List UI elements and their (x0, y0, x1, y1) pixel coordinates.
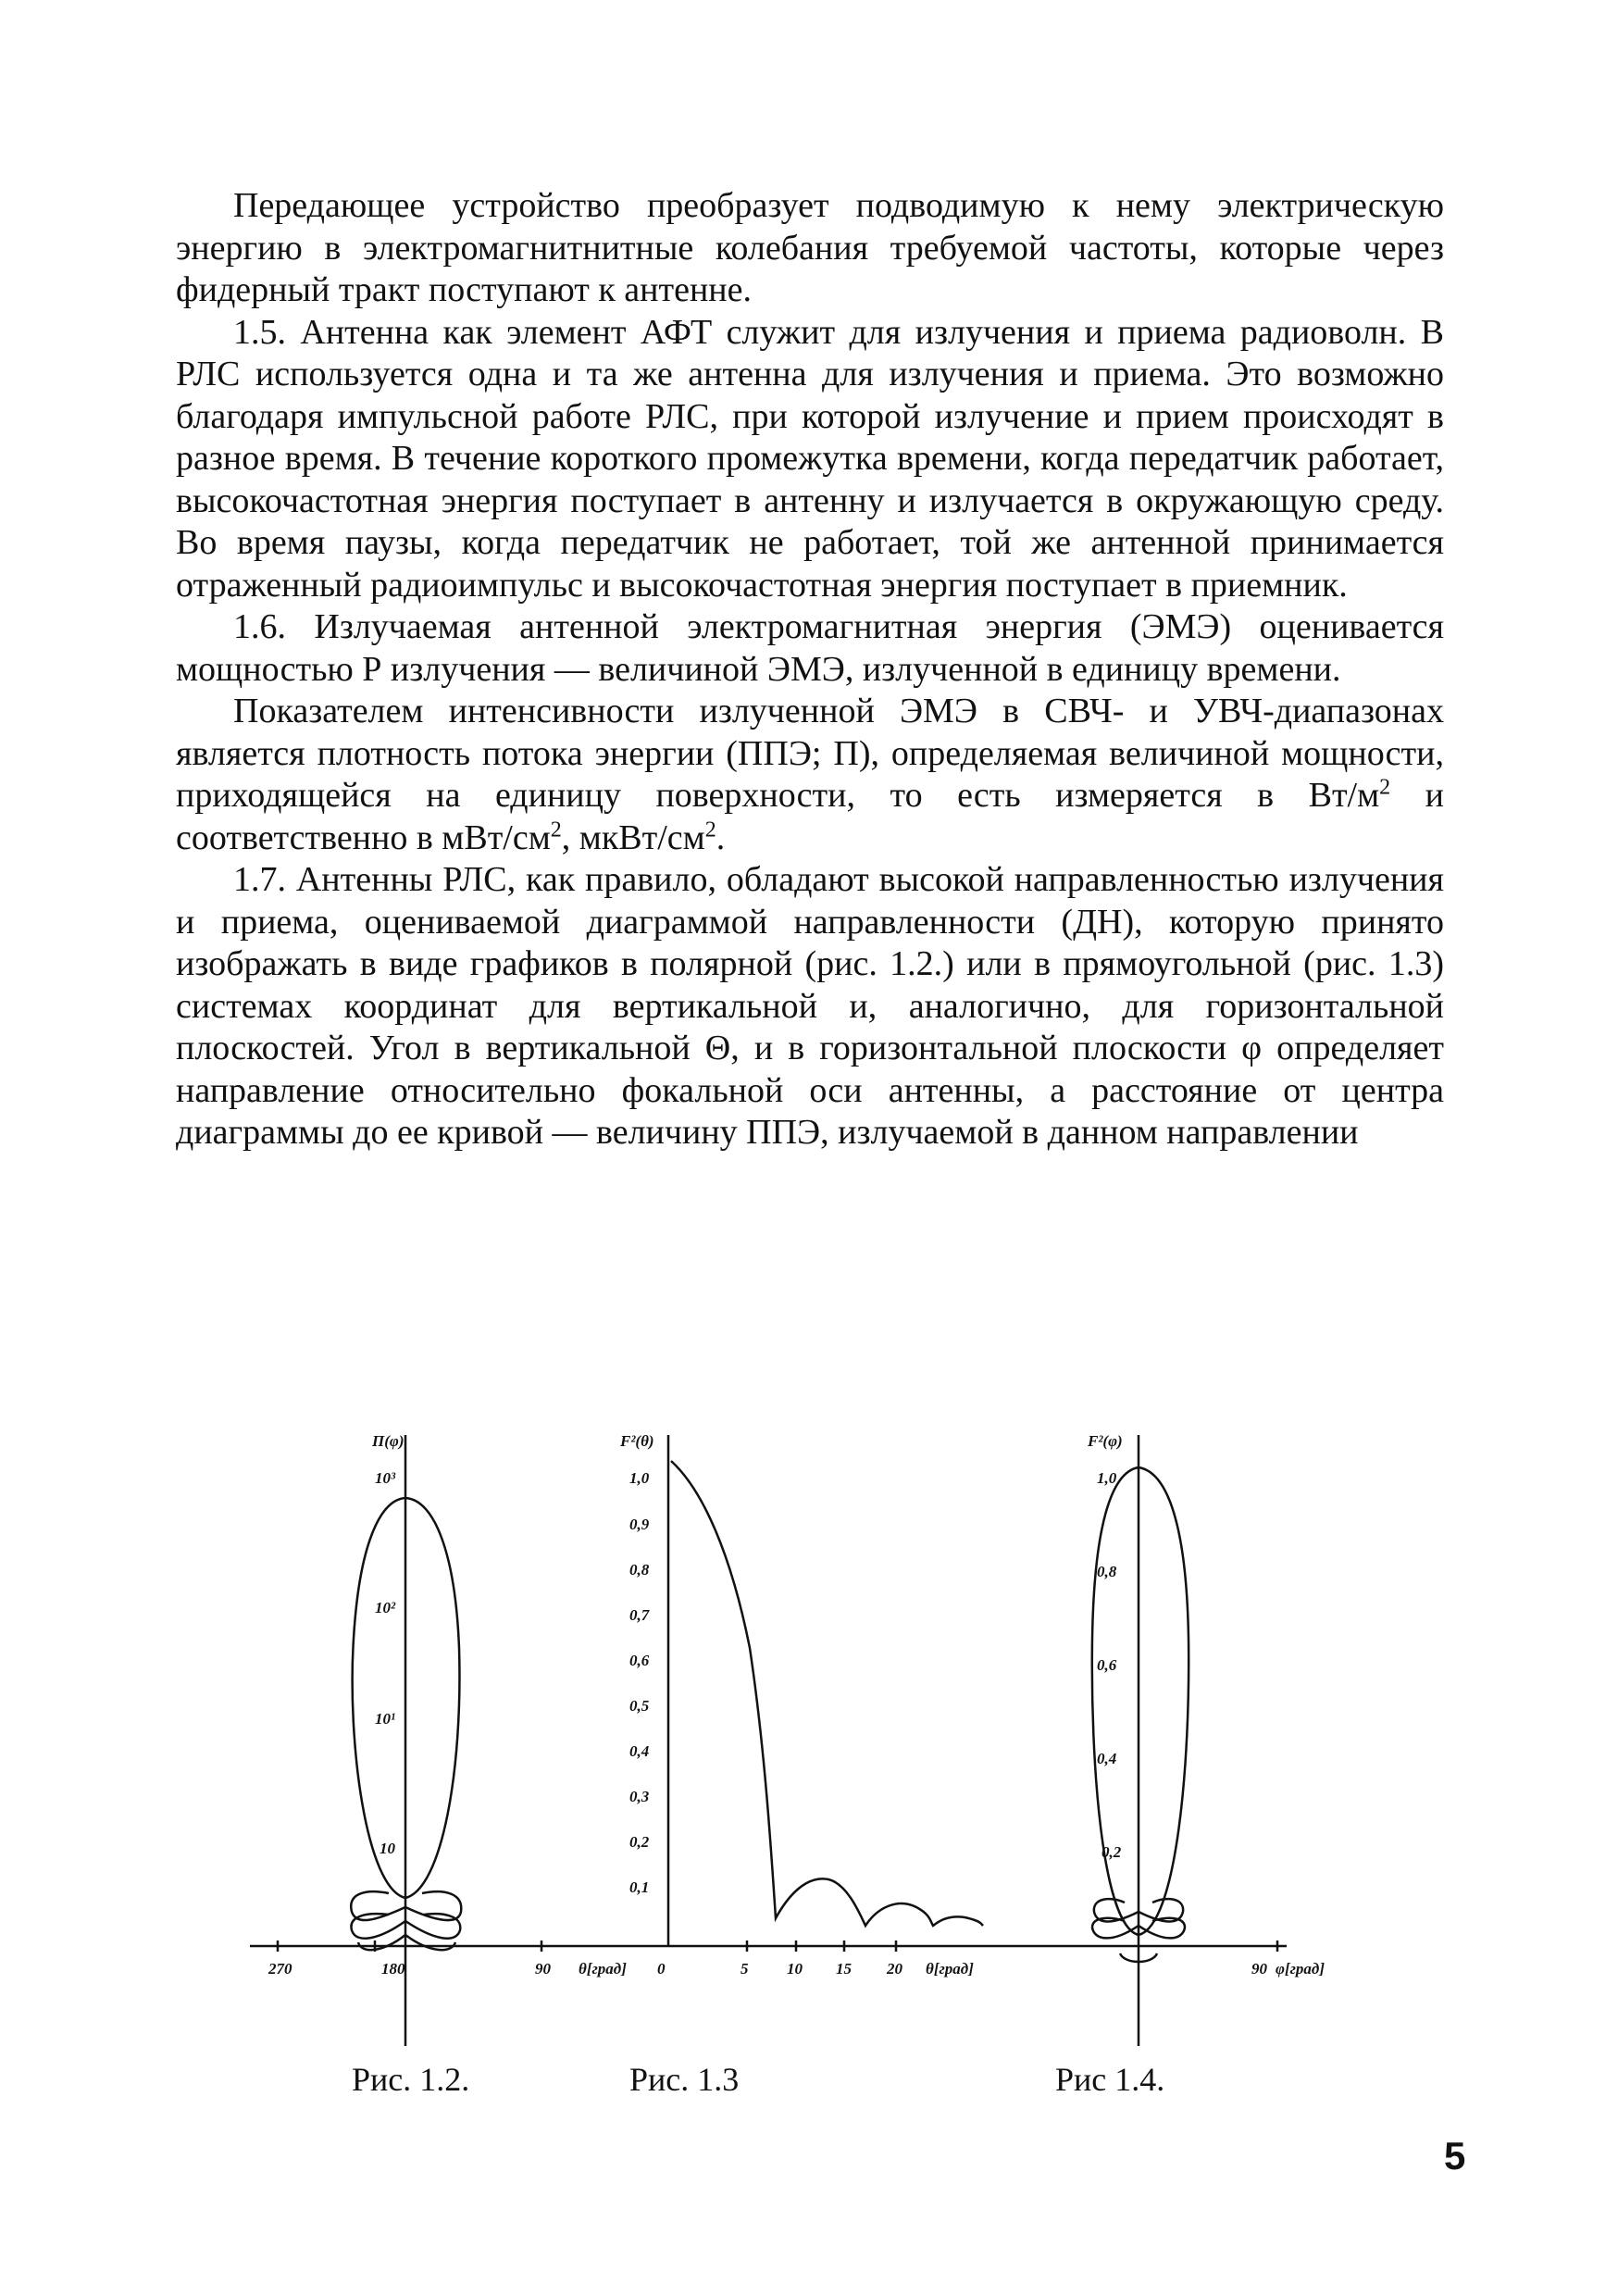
fig2-ytick: 10² (375, 1599, 396, 1616)
fig2-xtick: 90 (535, 1960, 551, 1978)
superscript: 2 (550, 817, 562, 842)
units-text-end: . (716, 817, 726, 857)
fig4-ytick: 0,2 (1101, 1843, 1122, 1861)
fig2-ytick: 10 (380, 1840, 395, 1857)
fig3-ytick: 0,1 (629, 1878, 650, 1896)
fig4-ytick: 0,4 (1097, 1750, 1117, 1767)
fig3-ytick: 0,7 (629, 1606, 650, 1624)
caption-fig-1-2: Рис. 1.2. (352, 2061, 470, 2098)
paragraph-transmitter: Передающее устройство преобразует подводимую к нему электрическую энергию в электромагнитнитные колебания требуемой частоты, которые через фидерный тракт поступают к антенне. (176, 186, 1444, 309)
fig2-xtick: 180 (381, 1960, 405, 1978)
page-number: 5 (1444, 2134, 1466, 2177)
superscript: 2 (1379, 775, 1391, 800)
fig4-ytick: 0,6 (1097, 1656, 1117, 1674)
fig2-ytick: 10³ (375, 1469, 396, 1487)
fig3-xtick: 15 (836, 1960, 852, 1978)
fig3-ytick: 1,0 (629, 1469, 650, 1487)
caption-fig-1-3: Рис. 1.3 (629, 2061, 740, 2098)
fig2-xlabel: θ[град] (579, 1960, 627, 1978)
fig4-xlabel: φ[град] (1276, 1960, 1325, 1978)
fig4-ytick: 1,0 (1097, 1469, 1117, 1487)
figures-svg (0, 1407, 1618, 2092)
fig2-side-lobe (405, 1935, 455, 1950)
caption-fig-1-4: Рис 1.4. (1055, 2061, 1165, 2098)
fig4-main-lobe (1092, 1467, 1189, 1935)
fig3-xtick: 0 (657, 1960, 666, 1978)
fig3-pattern-curve (671, 1461, 983, 1926)
units-text-1: Показателем интенсивности излученной ЭМЭ в СВЧ- и УВЧ-диапазонах является плотность потока энергии (ППЭ; П), определяемая величиной мощности, приходящейся на единицу поверхности, то есть измеряется в Вт/м (176, 692, 1444, 815)
fig2-ytick: 10¹ (375, 1710, 396, 1728)
paragraph-intensity (176, 691, 1444, 859)
fig3-ytick: 0,9 (629, 1516, 650, 1533)
fig2-ylabel: П(φ) (372, 1432, 404, 1450)
fig3-xtick: 20 (887, 1960, 902, 1978)
fig2-xtick: 270 (268, 1960, 292, 1978)
fig3-ytick: 0,4 (629, 1742, 650, 1760)
fig4-ytick: 0,8 (1097, 1563, 1117, 1580)
fig3-ytick: 0,2 (629, 1833, 650, 1851)
fig3-ytick: 0,6 (629, 1652, 650, 1669)
fig3-xlabel: θ[град] (926, 1960, 974, 1978)
paragraph-1-7: 1.7. Антенны РЛС, как правило, обладают высокой направленностью излучения и приема, оцениваемой диаграммой направленности (ДН), которую принято изображать в виде графиков в полярной (рис. 1.2.) или в прямоугольной (рис. 1.3) системах координат для вертикальной и, аналогично, для горизонтальной плоскостей. Угол в вертикальной Θ, и в горизонтальной плоскости φ определяет направление относительно фокальной оси антенны, а расстояние от центра диаграммы до ее кривой — величину ППЭ, излучаемой в данном направлении (176, 860, 1444, 1152)
fig3-xtick: 10 (787, 1960, 803, 1978)
fig3-ytick: 0,8 (629, 1561, 650, 1578)
paragraph-1-5: 1.5. Антенна как элемент АФТ служит для излучения и приема радиоволн. В РЛС используется одна и та же антенна для излучения и приема. Это возможно благодаря импульсной работе РЛС, при которой излучение и прием происходят в разное время. В течение короткого промежутка времени, когда передатчик работает, высокочастотная энергия поступает в антенну и излучается в окружающую среду. Во время паузы, когда передатчик не работает, той же антенной принимается отраженный радиоимпульс и высокочастотная энергия поступает в приемник. (176, 312, 1444, 605)
superscript: 2 (704, 817, 716, 842)
fig4-ylabel: F²(φ) (1088, 1432, 1123, 1450)
fig2-side-lobe (358, 1935, 405, 1950)
fig3-ytick: 0,3 (629, 1788, 650, 1805)
units-text-3: , мкВт/см (561, 817, 705, 857)
fig3-xtick: 5 (741, 1960, 749, 1978)
units-text-2: и соответственно в мВт/см (176, 776, 1444, 857)
fig4-xtick: 90 (1251, 1960, 1267, 1978)
fig3-ytick: 0,5 (629, 1697, 650, 1715)
fig3-ylabel: F²(θ) (620, 1432, 654, 1450)
body-text (176, 185, 1444, 1154)
antenna-pattern-figures (0, 1407, 1618, 2092)
paragraph-1-6: 1.6. Излучаемая антенной электромагнитная энергия (ЭМЭ) оценивается мощностью Р излучения — величиной ЭМЭ, излученной в единицу времени. (176, 607, 1444, 689)
